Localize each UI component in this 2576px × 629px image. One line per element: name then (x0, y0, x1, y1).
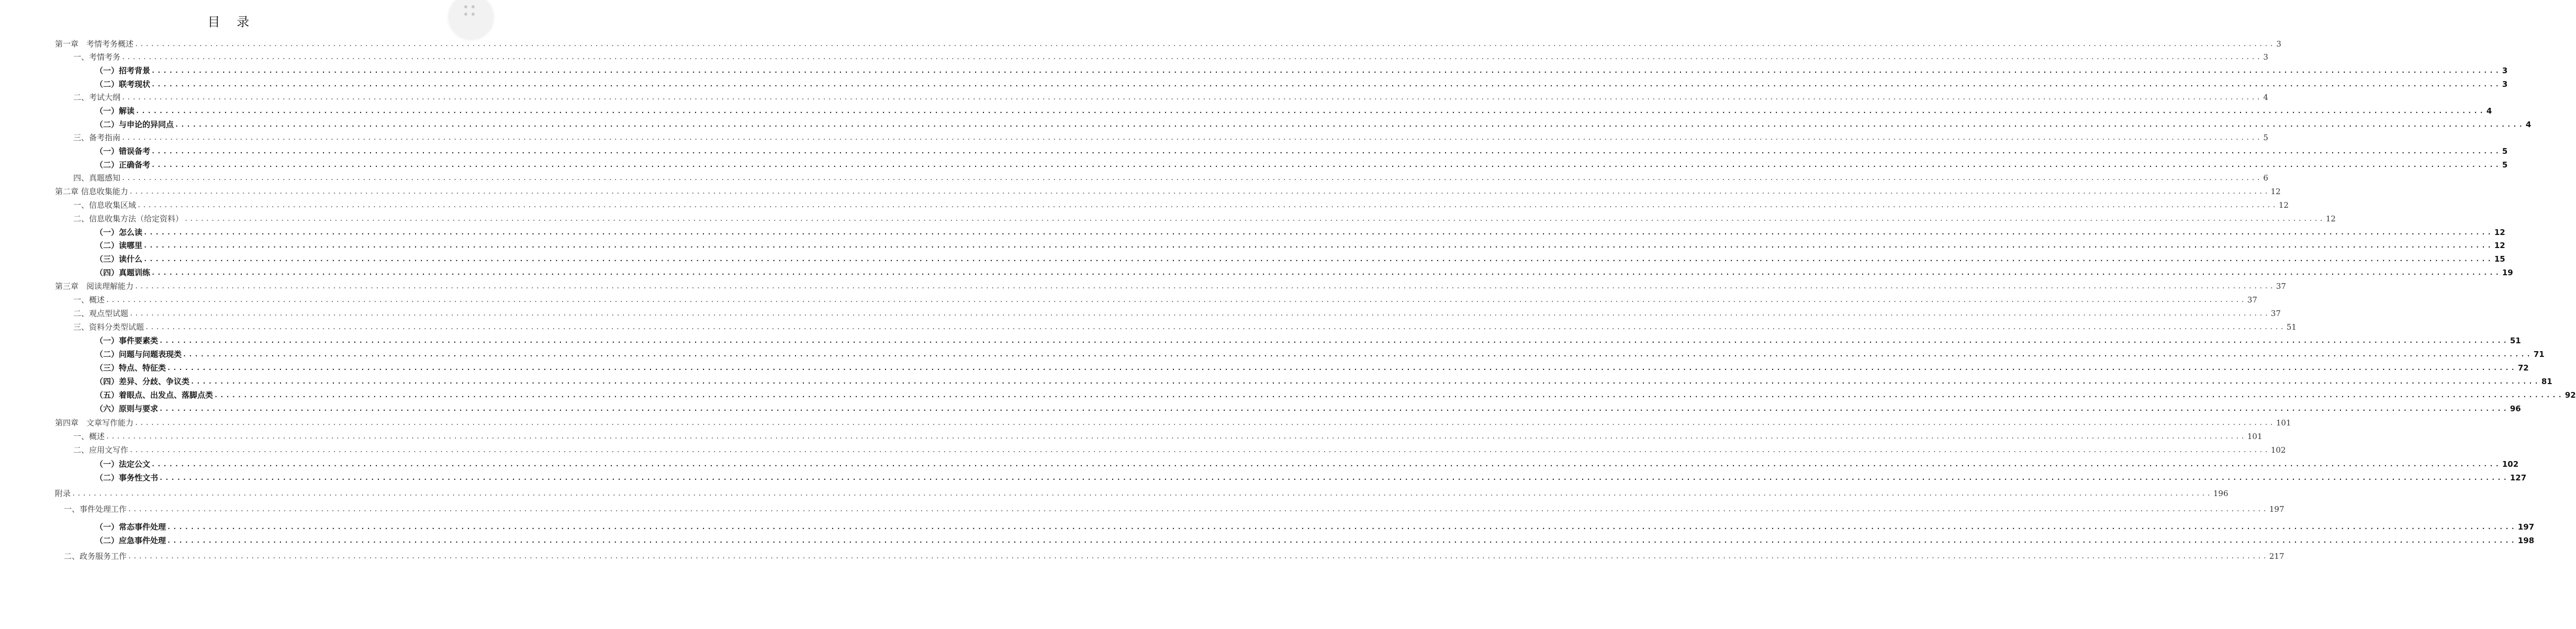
toc-entry-page-number: 101 (2276, 418, 2291, 428)
dot-leader: ................................................................................................................................................................................................................................................................................................................................................................................................................ (175, 121, 2525, 128)
toc-entry-label: （四）差异、分歧、争议类 (95, 377, 190, 386)
toc-entry[interactable] (95, 469, 2527, 483)
toc-entry-label: （三）特点、特征类 (95, 363, 166, 373)
toc-entry-page-number: 19 (2502, 268, 2513, 277)
toc-entry[interactable] (73, 428, 2263, 442)
toc-entry-label: 二、应用文写作 (73, 445, 129, 455)
toc-entry-label: （二）事务性文书 (95, 473, 159, 482)
toc-entry[interactable] (95, 400, 2521, 414)
dot-leader: ................................................................................................................................................................................................................................................................................................................................................................................................................ (106, 433, 2246, 440)
dot-leader: ................................................................................................................................................................................................................................................................................................................................................................................................................ (159, 337, 2509, 344)
toc-entry[interactable] (95, 332, 2521, 346)
dot-leader: ................................................................................................................................................................................................................................................................................................................................................................................................................ (184, 215, 2325, 222)
toc-entry[interactable] (73, 89, 2268, 103)
toc-entry-label: 一、信息收集区域 (73, 200, 137, 210)
toc-entry-label: 一、考情考务 (73, 52, 121, 62)
toc-entry-page-number: 217 (2269, 552, 2284, 561)
toc-entry-page-number: 101 (2247, 432, 2263, 441)
toc-entry-page-number: 51 (2510, 336, 2521, 345)
dot-leader: ................................................................................................................................................................................................................................................................................................................................................................................................................ (151, 161, 2501, 169)
toc-entry-page-number: 3 (2502, 80, 2508, 89)
toc-entry-page-number: 6 (2263, 173, 2268, 183)
toc-entry-page-number: 4 (2525, 120, 2532, 129)
toc-entry-label: 第四章 文章写作能力 (55, 418, 134, 428)
dot-leader: ................................................................................................................................................................................................................................................................................................................................................................................................................ (135, 283, 2275, 290)
toc-entry-page-number: 102 (2270, 445, 2286, 455)
toc-entry[interactable] (95, 103, 2492, 116)
toc-entry-label: （一）怎么读 (95, 228, 143, 237)
toc-entry-page-number: 4 (2486, 106, 2492, 116)
toc-entry-page-number: 12 (2494, 241, 2505, 250)
toc-entry-page-number: 4 (2263, 93, 2268, 102)
dot-leader: ................................................................................................................................................................................................................................................................................................................................................................................................................ (143, 255, 2493, 263)
toc-entry-label: （二）联考现状 (95, 80, 151, 89)
toc-entry-page-number: 51 (2286, 322, 2297, 332)
toc-entry-label: （二）读哪里 (95, 241, 143, 250)
toc-entry-page-number: 198 (2517, 536, 2535, 545)
toc-entry[interactable] (55, 485, 2228, 499)
toc-entry-page-number: 12 (2278, 200, 2289, 210)
toc-entry[interactable] (95, 532, 2535, 546)
toc-entry-page-number: 197 (2517, 522, 2535, 532)
toc-entry-page-number: 12 (2270, 187, 2281, 196)
toc-entry-label: 附录 (55, 489, 71, 498)
toc-entry-label: 一、概述 (73, 295, 105, 305)
toc-entry-label: 三、资料分类型试题 (73, 322, 144, 332)
toc-entry-label: 三、备考指南 (73, 133, 121, 142)
toc-entry[interactable] (73, 319, 2297, 332)
toc-entry[interactable] (73, 291, 2257, 305)
toc-entry-label: （一）常态事件处理 (95, 522, 166, 532)
dot-leader: ................................................................................................................................................................................................................................................................................................................................................................................................................ (167, 537, 2517, 544)
toc-entry-page-number: 12 (2494, 228, 2505, 237)
toc-entry-page-number: 37 (2276, 282, 2286, 291)
toc-entry-label: （四）真题训练 (95, 268, 151, 277)
dot-leader: ................................................................................................................................................................................................................................................................................................................................................................................................................ (121, 53, 2262, 61)
toc-entry[interactable] (73, 49, 2268, 62)
dot-leader: ................................................................................................................................................................................................................................................................................................................................................................................................................ (135, 40, 2275, 48)
toc-entry[interactable] (55, 414, 2291, 428)
toc-entry[interactable] (64, 501, 2284, 514)
toc-entry-page-number: 5 (2502, 147, 2508, 156)
toc-entry[interactable] (95, 116, 2532, 130)
toc-entry-label: （二）应急事件处理 (95, 536, 166, 545)
toc-entry-label: （二）正确备考 (95, 160, 151, 170)
dot-leader: ................................................................................................................................................................................................................................................................................................................................................................................................................ (159, 405, 2509, 412)
toc-entry[interactable] (95, 251, 2505, 264)
toc-entry-page-number: 15 (2494, 254, 2505, 264)
dot-leader: ................................................................................................................................................................................................................................................................................................................................................................................................................ (151, 81, 2501, 88)
toc-entry[interactable] (73, 129, 2268, 143)
toc-entry[interactable] (64, 548, 2284, 561)
dot-leader: ................................................................................................................................................................................................................................................................................................................................................................................................................ (121, 94, 2262, 101)
toc-entry-label: 二、信息收集方法（给定资料） (73, 214, 184, 223)
toc-entry-page-number: 197 (2269, 504, 2284, 514)
toc-entry[interactable] (95, 62, 2508, 76)
toc-entry[interactable] (55, 183, 2281, 197)
dot-leader: ................................................................................................................................................................................................................................................................................................................................................................................................................ (167, 523, 2517, 531)
toc-entry-label: （六）原则与要求 (95, 404, 159, 413)
toc-entry-page-number: 102 (2502, 459, 2519, 469)
dot-leader: ................................................................................................................................................................................................................................................................................................................................................................................................................ (145, 323, 2286, 331)
toc-entry[interactable] (95, 456, 2519, 469)
toc-entry[interactable] (95, 346, 2545, 360)
toc-entry[interactable] (95, 143, 2508, 156)
toc-entry-label: 二、政务服务工作 (64, 552, 127, 561)
toc-entry-page-number: 92 (2564, 390, 2576, 400)
toc-entry[interactable] (95, 224, 2505, 238)
toc-entry[interactable] (95, 519, 2535, 532)
dot-leader: ................................................................................................................................................................................................................................................................................................................................................................................................................ (151, 67, 2501, 74)
toc-entry-page-number: 5 (2263, 133, 2268, 142)
toc-entry-label: 第二章 信息收集能力 (55, 187, 128, 196)
toc-entry[interactable] (73, 305, 2281, 319)
dot-leader: ................................................................................................................................................................................................................................................................................................................................................................................................................ (129, 310, 2270, 317)
dot-leader: ................................................................................................................................................................................................................................................................................................................................................................................................................ (151, 269, 2501, 276)
dot-leader: ................................................................................................................................................................................................................................................................................................................................................................................................................ (106, 296, 2246, 304)
dot-leader: ................................................................................................................................................................................................................................................................................................................................................................................................................ (121, 134, 2262, 141)
dot-leader: ................................................................................................................................................................................................................................................................................................................................................................................................................ (191, 378, 2540, 385)
dot-leader: ................................................................................................................................................................................................................................................................................................................................................................................................................ (135, 419, 2275, 426)
toc-entry-label: （一）事件要素类 (95, 336, 159, 345)
dot-leader: ................................................................................................................................................................................................................................................................................................................................................................................................................ (129, 188, 2270, 195)
toc-entry-label: 一、概述 (73, 432, 105, 441)
toc-entry-label: （二）与申论的异同点 (95, 120, 174, 129)
toc-entry-page-number: 3 (2263, 52, 2268, 62)
toc-entry-label: 第三章 阅读理解能力 (55, 282, 134, 291)
toc-entry-label: （五）着眼点、出发点、落脚点类 (95, 390, 214, 400)
toc-entry-page-number: 37 (2270, 309, 2281, 318)
dot-leader: ................................................................................................................................................................................................................................................................................................................................................................................................................ (129, 446, 2270, 454)
toc-entry-page-number: 5 (2502, 160, 2508, 170)
toc-entry[interactable] (95, 264, 2513, 278)
toc-entry-page-number: 196 (2213, 489, 2228, 498)
toc-entry[interactable] (95, 360, 2529, 373)
dot-leader: ................................................................................................................................................................................................................................................................................................................................................................................................................ (128, 553, 2268, 560)
dot-leader: ................................................................................................................................................................................................................................................................................................................................................................................................................ (151, 460, 2501, 468)
toc-entry[interactable] (73, 170, 2268, 183)
toc-entry-label: 四、真题感知 (73, 173, 121, 183)
toc-entry-label: （一）错误备考 (95, 147, 151, 156)
toc-entry[interactable] (95, 387, 2576, 400)
toc-entry-page-number: 72 (2517, 363, 2529, 373)
dot-leader: ................................................................................................................................................................................................................................................................................................................................................................................................................ (136, 107, 2485, 115)
toc-entry[interactable] (73, 442, 2286, 455)
dot-leader: ................................................................................................................................................................................................................................................................................................................................................................................................................ (137, 201, 2278, 209)
toc-entry[interactable] (73, 210, 2336, 224)
toc-entry[interactable] (95, 76, 2508, 89)
toc-entry-label: 二、考试大纲 (73, 93, 121, 102)
dot-leader: ................................................................................................................................................................................................................................................................................................................................................................................................................ (143, 242, 2493, 249)
toc-entry-label: 一、事件处理工作 (64, 504, 127, 514)
toc-entry[interactable] (73, 197, 2289, 210)
toc-entry-label: （二）问题与问题表现类 (95, 350, 182, 359)
toc-entry-page-number: 127 (2510, 473, 2527, 482)
toc-entry-label: 二、观点型试题 (73, 309, 129, 318)
toc-entry-label: （一）招考背景 (95, 66, 151, 75)
toc-entry-label: 第一章 考情考务概述 (55, 39, 134, 49)
toc-entry-page-number: 12 (2325, 214, 2336, 223)
dot-leader: ................................................................................................................................................................................................................................................................................................................................................................................................................ (121, 174, 2262, 182)
dot-leader: ................................................................................................................................................................................................................................................................................................................................................................................................................ (167, 364, 2517, 372)
dot-leader: ................................................................................................................................................................................................................................................................................................................................................................................................................ (159, 474, 2509, 481)
toc-entry[interactable] (95, 237, 2505, 251)
dot-leader: ................................................................................................................................................................................................................................................................................................................................................................................................................ (183, 351, 2533, 358)
toc-entry-page-number: 71 (2533, 350, 2545, 359)
toc-entry-label: （一）解读 (95, 106, 135, 116)
dot-leader: ................................................................................................................................................................................................................................................................................................................................................................................................................ (72, 490, 2212, 497)
dot-leader: ................................................................................................................................................................................................................................................................................................................................................................................................................ (143, 229, 2493, 236)
grid-dots-icon (464, 5, 475, 16)
toc-entry-page-number: 3 (2276, 39, 2281, 49)
toc-entry[interactable] (55, 36, 2281, 49)
page-title: 目 录 (207, 15, 256, 29)
toc-entry-page-number: 3 (2502, 66, 2508, 75)
toc-entry-label: （三）读什么 (95, 254, 143, 264)
dot-leader: ................................................................................................................................................................................................................................................................................................................................................................................................................ (151, 148, 2501, 155)
toc-entry[interactable] (95, 156, 2508, 170)
toc-entry-page-number: 96 (2510, 404, 2521, 413)
dot-leader: ................................................................................................................................................................................................................................................................................................................................................................................................................ (128, 506, 2268, 513)
toc-entry[interactable] (55, 278, 2286, 291)
dot-leader: ................................................................................................................................................................................................................................................................................................................................................................................................................ (214, 391, 2564, 399)
toc-entry[interactable] (95, 373, 2552, 387)
toc-entry-label: （一）法定公文 (95, 459, 151, 469)
toc-entry-page-number: 81 (2541, 377, 2552, 386)
toc-entry-page-number: 37 (2247, 295, 2257, 305)
